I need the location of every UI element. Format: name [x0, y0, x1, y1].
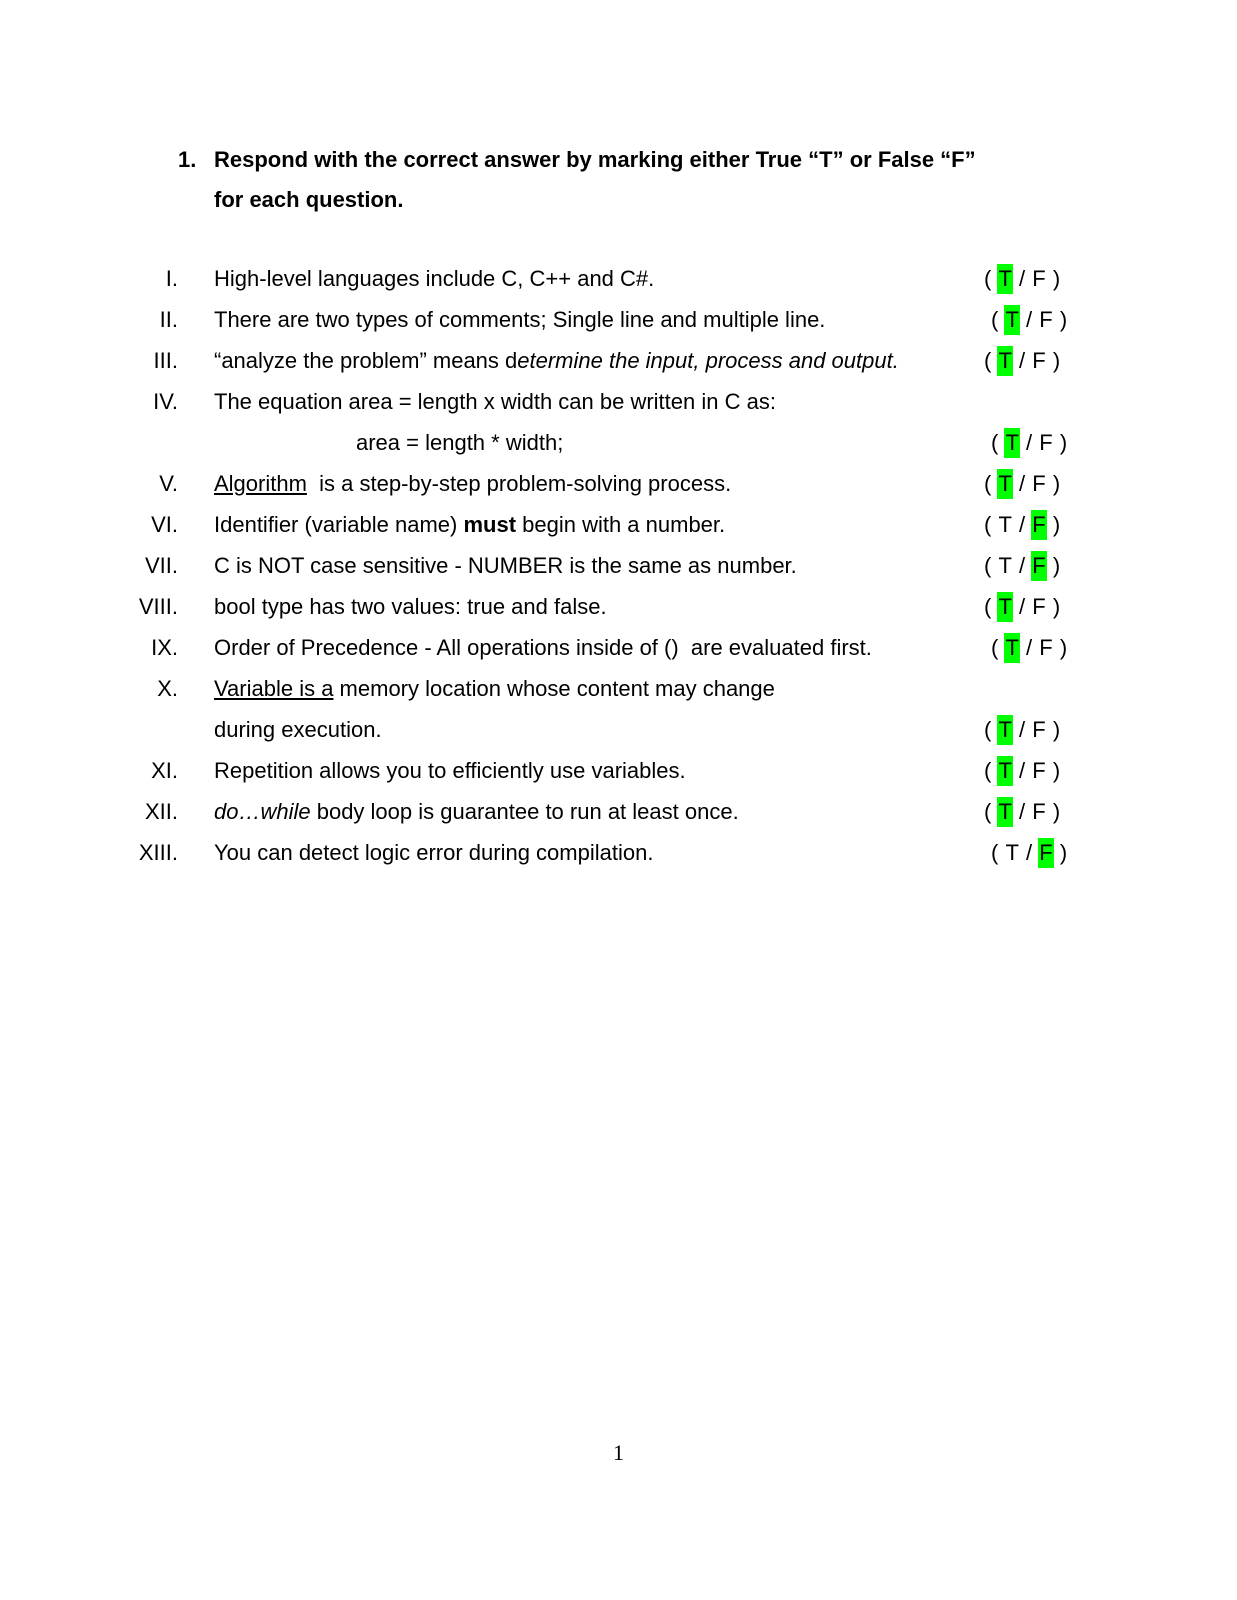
option-true[interactable]: T [998, 512, 1012, 537]
question-item [0, 387, 1237, 417]
item-numeral: IV. [153, 389, 178, 414]
option-false[interactable]: F [1032, 471, 1046, 496]
option-true[interactable]: T [1005, 840, 1019, 865]
option-true[interactable]: T [997, 715, 1012, 745]
true-false-choice[interactable]: ( T / F ) [984, 264, 1060, 294]
item-statement: Algorithm is a step-by-step problem-solving process. [214, 471, 732, 496]
item-numeral: V. [159, 471, 178, 496]
option-false[interactable]: F [1039, 430, 1053, 455]
true-false-choice[interactable]: ( T / F ) [984, 551, 1060, 581]
option-true[interactable]: T [1004, 633, 1019, 663]
item-statement: bool type has two values: true and false. [214, 594, 607, 619]
option-false[interactable]: F [1032, 594, 1046, 619]
true-false-choice[interactable]: ( T / F ) [984, 346, 1060, 376]
true-false-choice[interactable]: ( T / F ) [984, 756, 1060, 786]
question-item [0, 469, 1237, 499]
item-numeral: X. [157, 676, 178, 701]
item-statement: Variable is a memory location whose content may change [214, 676, 775, 701]
option-true[interactable]: T [997, 264, 1012, 294]
item-statement: You can detect logic error during compilation. [214, 840, 654, 865]
item-numeral: II. [159, 307, 178, 332]
question-item [0, 264, 1237, 294]
question-item [0, 346, 1237, 376]
true-false-choice[interactable]: ( T / F ) [984, 592, 1060, 622]
item-statement: Order of Precedence - All operations inside of () are evaluated first. [214, 635, 872, 660]
option-false[interactable]: F [1038, 838, 1053, 868]
item-statement: High-level languages include C, C++ and C#. [214, 266, 655, 291]
question-item [0, 305, 1237, 335]
item-statement: C is NOT case sensitive - NUMBER is the same as number. [214, 553, 797, 578]
item-numeral: XI. [151, 758, 178, 783]
question-instructions [214, 140, 1074, 220]
question-item [0, 633, 1237, 663]
item-numeral: IX. [151, 635, 178, 660]
item-numeral: III. [153, 348, 178, 373]
question-item [0, 510, 1237, 540]
option-true[interactable]: T [997, 797, 1012, 827]
option-false[interactable]: F [1032, 348, 1046, 373]
question-item-continuation [0, 715, 1237, 745]
option-true[interactable]: T [997, 346, 1012, 376]
true-false-choice[interactable]: ( T / F ) [984, 715, 1060, 745]
item-statement-continuation: during execution. [214, 717, 382, 742]
option-true[interactable]: T [998, 553, 1012, 578]
question-number: 1. [178, 147, 197, 172]
true-false-choice[interactable]: ( T / F ) [984, 510, 1060, 540]
option-false[interactable]: F [1032, 266, 1046, 291]
option-false[interactable]: F [1032, 758, 1046, 783]
option-true[interactable]: T [997, 592, 1012, 622]
instructions-line-1: Respond with the correct answer by marking either True “T” or False “F” [214, 147, 976, 172]
option-false[interactable]: F [1039, 635, 1053, 660]
question-item [0, 674, 1237, 704]
item-statement: do…while body loop is guarantee to run at least once. [214, 799, 739, 824]
option-false[interactable]: F [1031, 510, 1046, 540]
option-true[interactable]: T [1004, 305, 1019, 335]
question-item [0, 592, 1237, 622]
item-statement: Identifier (variable name) must begin with a number. [214, 512, 726, 537]
item-numeral: I. [165, 266, 178, 291]
question-item [0, 797, 1237, 827]
true-false-choice[interactable]: ( T / F ) [984, 469, 1060, 499]
item-numeral: VIII. [138, 594, 178, 619]
page-number: 1 [613, 1440, 624, 1465]
true-false-choice[interactable]: ( T / F ) [991, 633, 1067, 663]
question-item [0, 756, 1237, 786]
item-statement: Repetition allows you to efficiently use variables. [214, 758, 686, 783]
item-statement: There are two types of comments; Single line and multiple line. [214, 307, 826, 332]
question-item-continuation [0, 428, 1237, 458]
option-false[interactable]: F [1031, 551, 1046, 581]
option-false[interactable]: F [1032, 799, 1046, 824]
true-false-choice[interactable]: ( T / F ) [984, 797, 1060, 827]
question-item [0, 551, 1237, 581]
true-false-choice[interactable]: ( T / F ) [991, 838, 1067, 868]
option-true[interactable]: T [997, 469, 1012, 499]
true-false-choice[interactable]: ( T / F ) [991, 305, 1067, 335]
option-true[interactable]: T [1004, 428, 1019, 458]
question-item [0, 838, 1237, 868]
item-numeral: VII. [144, 553, 178, 578]
code-expression: area = length * width; [356, 430, 564, 455]
item-statement: The equation area = length x width can be written in C as: [214, 389, 776, 414]
option-true[interactable]: T [997, 756, 1012, 786]
item-numeral: XII. [144, 799, 178, 824]
item-statement: “analyze the problem” means determine the input, process and output. [214, 348, 899, 373]
item-numeral: XIII. [138, 840, 178, 865]
option-false[interactable]: F [1032, 717, 1046, 742]
option-false[interactable]: F [1039, 307, 1053, 332]
instructions-line-2: for each question. [214, 187, 404, 212]
item-numeral: VI. [151, 512, 178, 537]
true-false-choice[interactable]: ( T / F ) [991, 428, 1067, 458]
